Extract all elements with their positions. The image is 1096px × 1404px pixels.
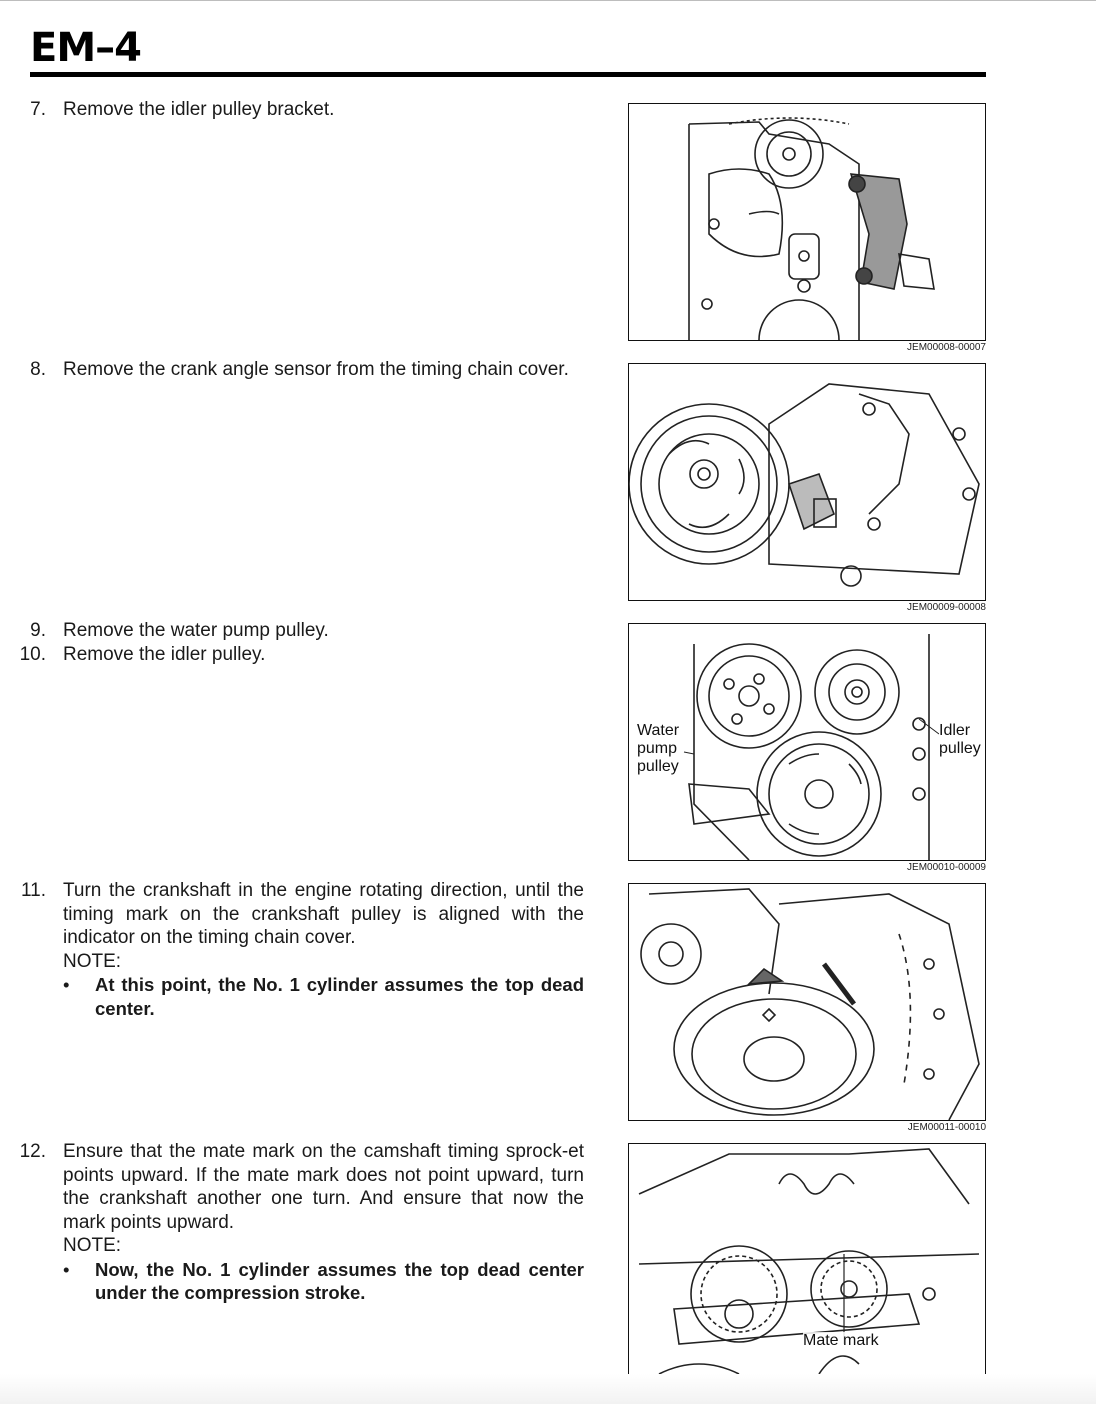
idler-pulley-label: Idler pulley [939,722,981,757]
step-text: Remove the idler pulley. [63,644,266,665]
note-label: NOTE: [63,950,122,972]
figure-caption: JEM00009-00008 [907,602,986,613]
figure-water-pump-idler-pulley [628,623,986,861]
step-number: 10. [19,644,46,665]
top-border [0,0,1096,1]
step-12 [0,1140,584,1305]
title-rule [30,72,986,77]
step-text: Remove the idler pulley bracket. [63,99,335,120]
step-number: 8. [30,359,46,380]
step-text: Remove the water pump pulley. [63,620,329,641]
bullet-icon: • [63,974,70,995]
bullet-text: At this point, the No. 1 cylinder assumes the top dead center. [95,974,584,1019]
figure-caption: JEM00010-00009 [907,862,986,873]
step-text: Ensure that the mate mark on the camshaft timing sprock-et points upward. If the mate mark does not point upward, turn the crankshaft another one turn. And ensure that now the mark points upward. [63,1141,584,1233]
step-number: 9. [30,620,46,641]
note-bullet [63,1258,584,1305]
step-9 [0,619,584,643]
step-11 [0,879,584,1020]
bullet-icon: • [63,1258,70,1280]
page-title: EM–4 [30,25,141,71]
step-number: 7. [30,99,46,120]
step-number: 11. [20,880,46,901]
step-text: Turn the crankshaft in the engine rotating direction, until the timing mark on the crankshaft pulley is aligned with the indicator on the timing chain cover. [63,880,584,948]
water-pump-pulley-label: Water pump pulley [637,722,680,775]
figure-crankshaft-timing-mark [628,883,986,1121]
step-text: Remove the crank angle sensor from the timing chain cover. [63,359,569,380]
engine-illustration [629,364,985,600]
figure-camshaft-mate-mark [628,1143,986,1381]
figure-caption: JEM00011-00010 [907,1122,986,1133]
figure-idler-pulley-bracket [628,103,986,341]
engine-illustration [629,104,985,340]
page-bottom-shadow [0,1374,1096,1404]
engine-illustration [629,884,985,1120]
note-label: NOTE: [63,1235,122,1256]
step-number: 12. [19,1141,46,1162]
step-10 [0,643,584,667]
mate-mark-label: Mate mark [803,1332,879,1349]
bullet-text: Now, the No. 1 cylinder assumes the top dead center under the compression stroke. [95,1258,584,1303]
engine-illustration [629,624,985,860]
step-8 [0,358,584,382]
figure-caption: JEM00008-00007 [907,342,986,353]
note-bullet [63,973,584,1020]
figure-crank-angle-sensor [628,363,986,601]
step-7 [0,98,584,122]
